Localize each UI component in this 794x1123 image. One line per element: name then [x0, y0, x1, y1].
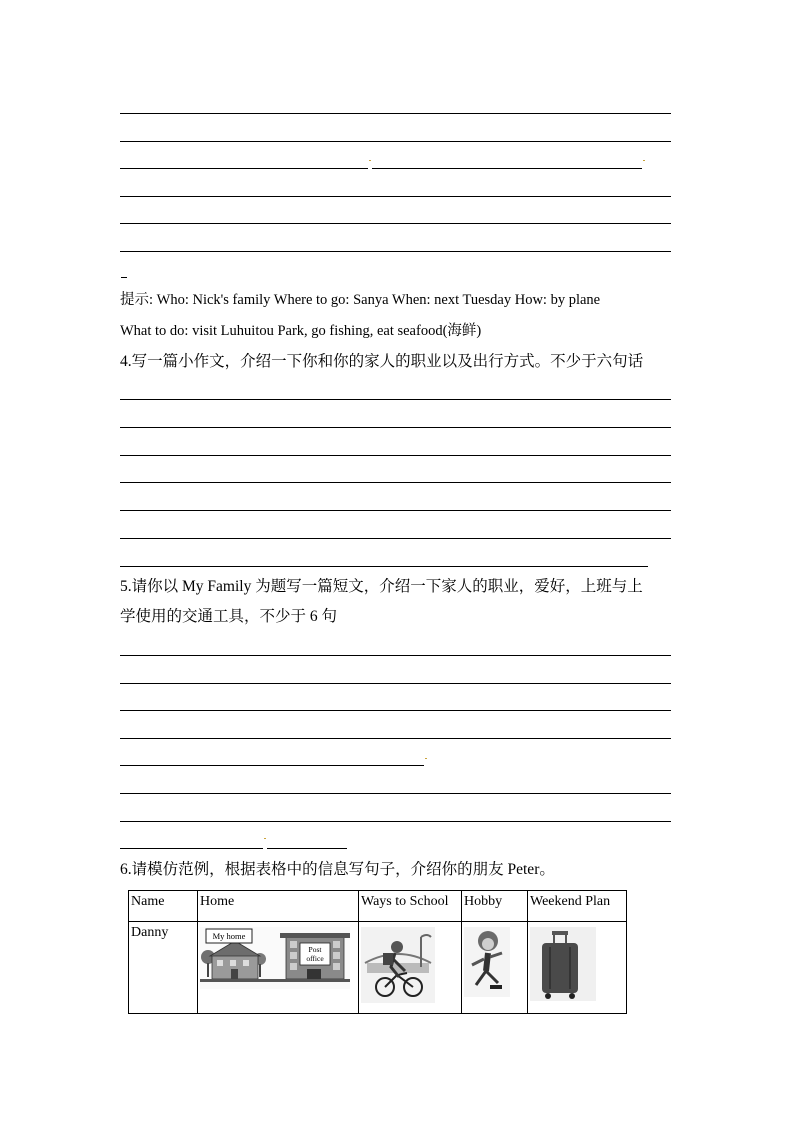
- writing-line: [120, 510, 671, 511]
- header-ways-to-school: Ways to School: [359, 891, 462, 922]
- writing-line: [120, 683, 671, 684]
- writing-line: [120, 427, 671, 428]
- bicycle-rider-icon: [361, 927, 435, 1003]
- writing-line: [120, 848, 263, 849]
- table-header-row: [129, 891, 627, 922]
- writing-line: [120, 710, 671, 711]
- sign-post: Post: [308, 945, 322, 954]
- writing-line: [120, 251, 671, 252]
- writing-line: [120, 113, 671, 114]
- writing-line: [120, 223, 671, 224]
- header-hobby: Hobby: [462, 891, 528, 922]
- cell-weekend-plan: [528, 922, 627, 1014]
- cell-home: [198, 922, 359, 1014]
- writing-line: [120, 538, 671, 539]
- header-weekend-plan: Weekend Plan: [528, 891, 627, 922]
- question-4-prompt: 4.写一篇小作文，介绍一下你和你的家人的职业以及出行方式。不少于六句话: [120, 353, 644, 370]
- hint-line-2: What to do: visit Luhuitou Park, go fishing, eat seafood(海鲜): [120, 323, 482, 339]
- writing-line: [120, 738, 671, 739]
- cell-hobby: [462, 922, 528, 1014]
- writing-line: [267, 848, 347, 849]
- suitcase-icon: [530, 927, 596, 1001]
- mark-dot: [643, 160, 645, 161]
- line-stub: [121, 277, 127, 278]
- mark-dot: [425, 758, 427, 759]
- writing-line: [372, 168, 642, 169]
- info-table: [128, 890, 627, 1014]
- header-name: Name: [129, 891, 198, 922]
- writing-line: [120, 765, 424, 766]
- sign-my-home: My home: [212, 931, 246, 941]
- sign-office: office: [306, 954, 324, 963]
- cell-name: Danny: [129, 922, 198, 1014]
- mark-dot: [369, 160, 371, 161]
- question-6-prompt: 6.请模仿范例，根据表格中的信息写句子，介绍你的朋友 Peter。: [120, 861, 555, 878]
- writing-line: [120, 399, 671, 400]
- writing-line: [120, 821, 671, 822]
- mark-dot: [264, 838, 266, 839]
- hint-line-1: 提示: Who: Nick's family Where to go: Sanya When: next Tuesday How: by plane: [120, 292, 601, 308]
- writing-line: [120, 168, 368, 169]
- running-boy-icon: [464, 927, 510, 997]
- writing-line: [120, 655, 671, 656]
- question-5-prompt-line-2: 学使用的交通工具，不少于 6 句: [120, 608, 338, 625]
- table-row: [129, 922, 627, 1014]
- writing-line: [120, 482, 671, 483]
- header-home: Home: [198, 891, 359, 922]
- question-5-prompt-line-1: 5.请你以 My Family 为题写一篇短文，介绍一下家人的职业，爱好，上班与上: [120, 578, 643, 595]
- home-and-post-office-icon: [200, 927, 350, 989]
- cell-ways-to-school: [359, 922, 462, 1014]
- writing-line: [120, 566, 648, 567]
- writing-line: [120, 793, 671, 794]
- writing-line: [120, 196, 671, 197]
- writing-line: [120, 141, 671, 142]
- writing-line: [120, 455, 671, 456]
